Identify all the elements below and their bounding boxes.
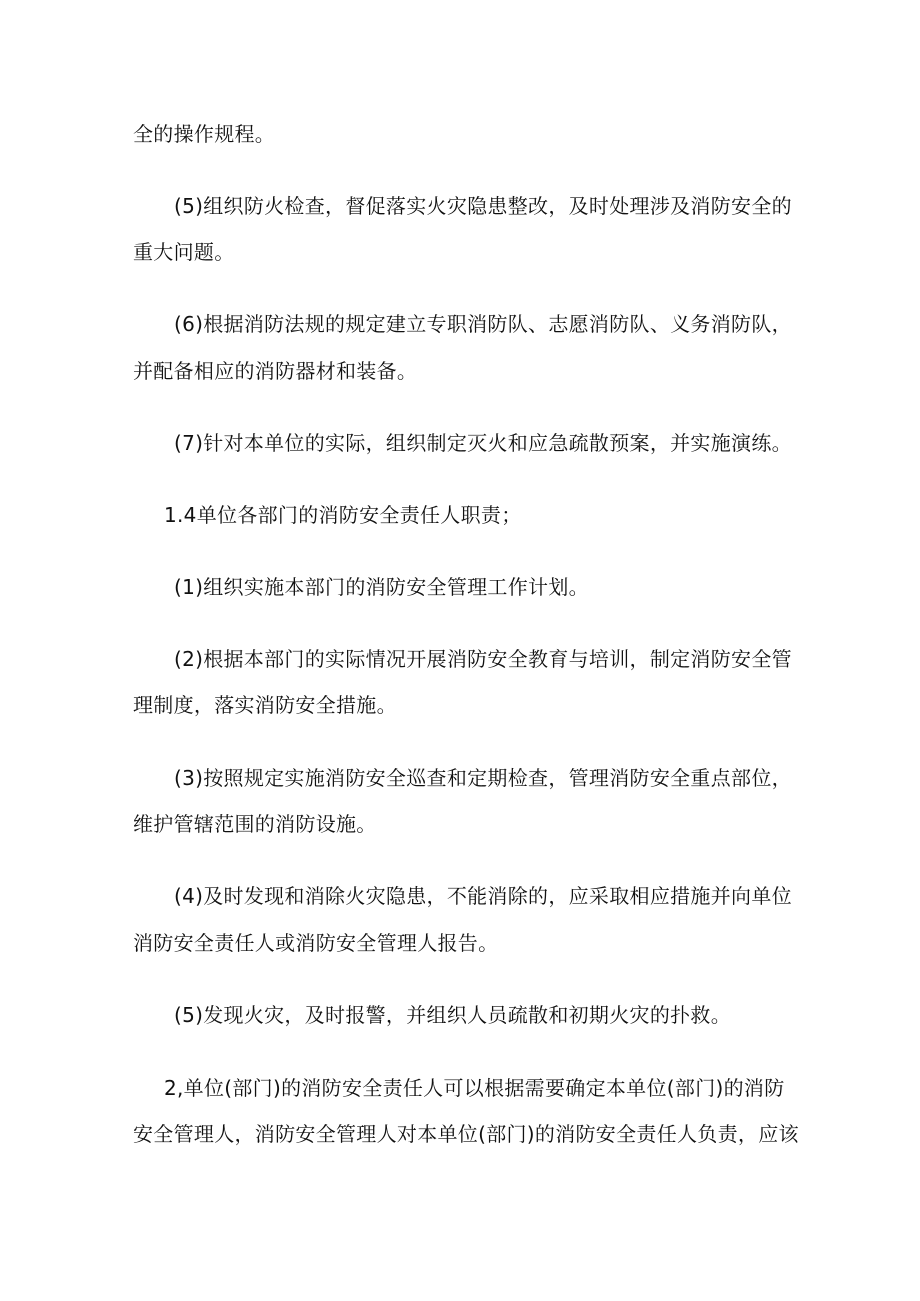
text-line: 全的操作规程。 [133, 122, 276, 146]
text-line: (2)根据本部门的实际情况开展消防安全教育与培训，制定消防安全管 [174, 647, 792, 671]
text-line: 理制度，落实消防安全措施。 [133, 693, 397, 717]
text-line: (4)及时发现和消除火灾隐患，不能消除的，应采取相应措施并向单位 [174, 884, 792, 908]
text-line: (5)组织防火检查，督促落实火灾隐患整改，及时处理涉及消防安全的 [174, 194, 792, 218]
text-line: 重大问题。 [133, 240, 235, 264]
text-line: 消防安全责任人或消防安全管理人报告。 [133, 931, 499, 955]
text-line: (7)针对本单位的实际，组织制定灭火和应急疏散预案，并实施演练。 [174, 431, 792, 455]
text-line: 并配备相应的消防器材和装备。 [133, 359, 418, 383]
text-line: 安全管理人，消防安全管理人对本单位(部门)的消防安全责任人负责，应该 [133, 1122, 799, 1146]
text-line: (5)发现火灾，及时报警，并组织人员疏散和初期火灾的扑救。 [174, 1003, 732, 1027]
text-line: (6)根据消防法规的规定建立专职消防队、志愿消防队、义务消防队， [174, 312, 792, 336]
text-line: 2,单位(部门)的消防安全责任人可以根据需要确定本单位(部门)的消防 [164, 1076, 785, 1100]
text-line: (1)组织实施本部门的消防安全管理工作计划。 [174, 575, 589, 599]
text-line: (3)按照规定实施消防安全巡查和定期检查，管理消防安全重点部位， [174, 766, 792, 790]
text-line: 1.4单位各部门的消防安全责任人职责； [164, 503, 522, 527]
text-line: 维护管辖范围的消防设施。 [133, 812, 377, 836]
